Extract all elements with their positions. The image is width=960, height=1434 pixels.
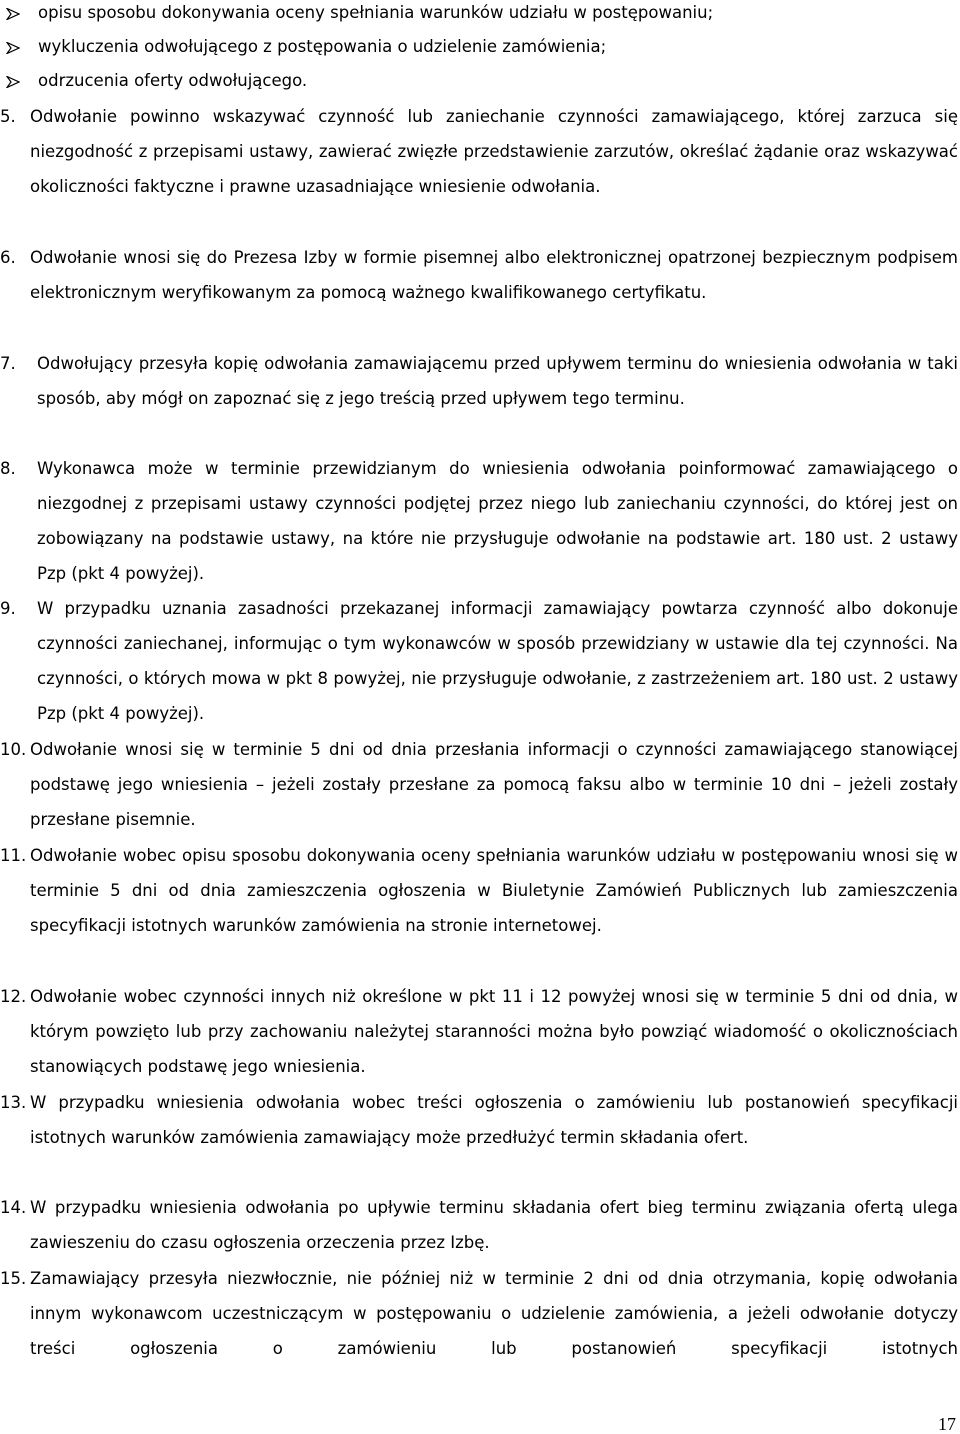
paragraph-number: 13. [0, 1093, 27, 1112]
paragraph-text: Odwołanie wobec opisu sposobu dokonywania oceny spełniania warunków udziału w postępowaniu wnosi się w terminie 5 dni od dnia zamieszczenia ogłoszenia w Biuletynie Zamówień Publicznych lub zamieszczenia specyfikacji istotnych warunków zamówienia na stronie internetowej. [30, 846, 958, 935]
paragraph-number: 5. [0, 107, 16, 126]
paragraph-text: Zamawiający przesyła niezwłocznie, nie później niż w terminie 2 dni od dnia otrzymania, kopię odwołania innym wykonawcom uczestniczącym w postępowaniu o udzielenie zamówienia, a jeżeli odwołanie dotyczy treści ogłoszenia o zamówieniu lub postanowień specyfikacji istotnych [30, 1269, 958, 1358]
list-item [0, 64, 960, 98]
paragraph-number: 14. [0, 1198, 27, 1217]
paragraph-number: 11. [0, 846, 27, 865]
paragraph-text: Odwołanie wnosi się w terminie 5 dni od dnia przesłania informacji o czynności zamawiającego stanowiącej podstawę jego wniesienia – jeżeli zostały przesłane za pomocą faksu albo w terminie 10 dni – jeżeli zostały przesłane pisemnie. [30, 740, 958, 829]
paragraph-text: W przypadku wniesienia odwołania po upływie terminu składania ofert bieg terminu związania ofertą ulega zawieszeniu do czasu ogłoszenia orzeczenia przez Izbę. [30, 1198, 958, 1252]
arrowhead-bullet-icon [6, 0, 22, 30]
paragraph-text: Wykonawca może w terminie przewidzianym do wniesienia odwołania poinformować zamawiającego o niezgodnej z przepisami ustawy czynności podjętej przez niego lub zaniechaniu czynności, do której jest on zobowiązany na podstawie ustawy, na które nie przysługuje odwołanie na podstawie art. 180 ust. 2 ustawy Pzp (pkt 4 powyżej). [37, 459, 958, 583]
paragraph-text: Odwołanie wobec czynności innych niż określone w pkt 11 i 12 powyżej wnosi się w terminie 5 dni od dnia, w którym powzięto lub przy zachowaniu należytej staranności można było powziąć wiadomość o okolicznościach stanowiących podstawę jego wniesienia. [30, 987, 958, 1076]
paragraph-text: Odwołujący przesyła kopię odwołania zamawiającemu przed upływem terminu do wniesienia odwołania w taki sposób, aby mógł on zapoznać się z jego treścią przed upływem tego terminu. [37, 354, 958, 408]
list-item-text: wykluczenia odwołującego z postępowania o udzielenie zamówienia; [38, 37, 607, 56]
paragraph-text: Odwołanie wnosi się do Prezesa Izby w formie pisemnej albo elektronicznej opatrzonej bezpiecznym podpisem elektronicznym weryfikowanym za pomocą ważnego kwalifikowanego certyfikatu. [30, 248, 958, 302]
list-item-text: odrzucenia oferty odwołującego. [38, 71, 308, 90]
paragraph-text: W przypadku wniesienia odwołania wobec treści ogłoszenia o zamówieniu lub postanowień specyfikacji istotnych warunków zamówienia zamawiający może przedłużyć termin składania ofert. [30, 1093, 958, 1147]
paragraph-number: 9. [0, 599, 16, 618]
list-item-text: opisu sposobu dokonywania oceny spełniania warunków udziału w postępowaniu; [38, 3, 714, 22]
arrowhead-bullet-icon [6, 64, 22, 98]
page-number: 17 [938, 1414, 956, 1434]
paragraph-text: W przypadku uznania zasadności przekazanej informacji zamawiający powtarza czynność albo dokonuje czynności zaniechanej, informując o tym wykonawców w sposób przewidziany w ustawie dla tej czynności. Na czynności, o których mowa w pkt 8 powyżej, nie przysługuje odwołanie, z zastrzeżeniem art. 180 ust. 2 ustawy Pzp (pkt 4 powyżej). [37, 599, 958, 723]
paragraph-number: 12. [0, 987, 27, 1006]
list-item [0, 0, 960, 30]
paragraph-number: 10. [0, 740, 27, 759]
paragraph-text: Odwołanie powinno wskazywać czynność lub zaniechanie czynności zamawiającego, której zarzuca się niezgodność z przepisami ustawy, zawierać zwięzłe przedstawienie zarzutów, określać żądanie oraz wskazywać okoliczności faktyczne i prawne uzasadniające wniesienie odwołania. [30, 107, 958, 196]
paragraph-number: 8. [0, 459, 16, 478]
paragraph-number: 15. [0, 1269, 27, 1288]
paragraph-number: 6. [0, 248, 16, 267]
arrowhead-bullet-icon [6, 30, 22, 64]
paragraph-number: 7. [0, 354, 16, 373]
list-item [0, 30, 960, 64]
